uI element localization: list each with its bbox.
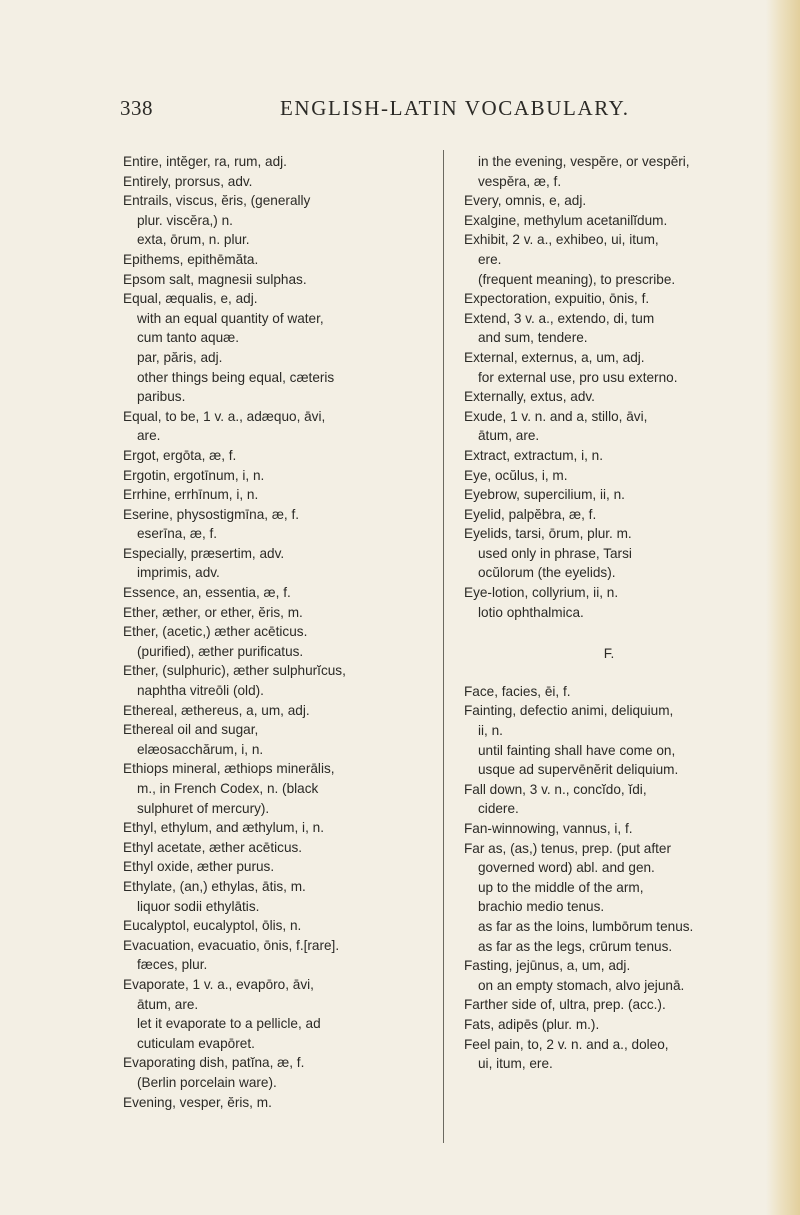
entry-line: Externally, extus, adv.	[464, 389, 595, 405]
entry-line: ātum, are.	[137, 996, 199, 1012]
entry-line: Eucalyptol, eucalyptol, ōlis, n.	[123, 918, 302, 934]
entry-line: brachio medio tenus.	[478, 899, 605, 915]
entry-line: Entire, intĕger, ra, rum, adj.	[123, 154, 287, 169]
entry-line: cidere.	[478, 801, 519, 817]
entry-line: Equal, to be, 1 v. a., adæquo, āvi,	[123, 408, 326, 424]
entry-line: Face, facies, ēi, f.	[464, 683, 571, 699]
entry-line: Ether, æther, or ether, ĕris, m.	[123, 604, 303, 620]
entry-line: Farther side of, ultra, prep. (acc.).	[464, 997, 666, 1013]
entry-line: Especially, præsertim, adv.	[123, 545, 285, 561]
entry-line: and sum, tendere.	[478, 330, 588, 346]
entry-line: other things being equal, cæteris	[137, 369, 335, 385]
entry-line: Fall down, 3 v. n., concĭdo, ĭdi,	[464, 781, 647, 797]
entry-line: up to the middle of the arm,	[478, 879, 644, 895]
page-number: 338	[120, 96, 153, 120]
entry-line: (Berlin porcelain ware).	[137, 1074, 277, 1090]
entry-line: cum tanto aquæ.	[137, 330, 240, 346]
entry-line: in the evening, vespĕre, or vespĕri,	[478, 154, 690, 169]
entry-line: elæosacchărum, i, n.	[137, 741, 264, 757]
entry-line: m., in French Codex, n. (black	[137, 781, 319, 796]
entry-line: on an empty stomach, alvo jejunā.	[478, 977, 685, 993]
entry-line: Fainting, defectio animi, deliquium,	[464, 703, 674, 719]
entry-line: Ethylate, (an,) ethylas, ātis, m.	[123, 878, 306, 894]
entry-line: paribus.	[137, 389, 186, 405]
entry-line: Feel pain, to, 2 v. n. and a., doleo,	[464, 1036, 669, 1052]
entry-line: governed word) abl. and gen.	[478, 860, 655, 876]
entry-line: ocŭlorum (the eyelids).	[478, 565, 616, 581]
entry-line: fæces, plur.	[137, 957, 208, 973]
entry-line: Errhine, errhīnum, i, n.	[123, 487, 259, 503]
entry-line: used only in phrase, Tarsi	[478, 545, 632, 561]
entry-line: par, păris, adj.	[137, 349, 223, 365]
entry-line: Ethyl acetate, æther acēticus.	[123, 839, 303, 855]
entry-line: Ergotin, ergotīnum, i, n.	[123, 467, 265, 483]
entry-line: imprimis, adv.	[137, 565, 220, 581]
entry-line: exta, ōrum, n. plur.	[137, 232, 250, 248]
entry-line: Fasting, jejūnus, a, um, adj.	[464, 958, 631, 974]
left-column	[123, 152, 417, 1112]
entry-line: External, externus, a, um, adj.	[464, 349, 645, 365]
entry-line: Entirely, prorsus, adv.	[123, 173, 253, 189]
entry-line: Equal, æqualis, e, adj.	[123, 291, 258, 307]
entry-line: Ethereal oil and sugar,	[123, 722, 259, 738]
entry-line: Eye, ocŭlus, i, m.	[464, 467, 568, 483]
entry-line: ui, itum, ere.	[478, 1056, 553, 1072]
page-header	[120, 96, 740, 126]
entry-line: vespĕra, æ, f.	[478, 173, 562, 189]
entry-line: Every, omnis, e, adj.	[464, 193, 587, 209]
section-letter: F.	[603, 646, 615, 662]
entry-line: liquor sodii ethylātis.	[137, 898, 260, 914]
entry-line: Ether, (acetic,) æther acēticus.	[123, 624, 308, 640]
entry-line: Fats, adipēs (plur. m.).	[464, 1016, 600, 1032]
entry-line: Ethyl, ethylum, and æthylum, i, n.	[123, 820, 324, 836]
entry-line: Entrails, viscus, ĕris, (generally	[123, 193, 311, 209]
entry-line: Eye-lotion, collyrium, ii, n.	[464, 585, 619, 601]
entry-line: usque ad supervēnĕrit deliquium.	[478, 762, 679, 778]
entry-line: ere.	[478, 251, 502, 267]
entry-line: plur. viscĕra,) n.	[137, 212, 233, 228]
entry-line: lotio ophthalmica.	[478, 604, 584, 620]
entry-line: Evaporate, 1 v. a., evapōro, āvi,	[123, 976, 314, 992]
entry-line: Far as, (as,) tenus, prep. (put after	[464, 840, 672, 856]
entry-line: for external use, pro usu externo.	[478, 369, 678, 385]
running-title: ENGLISH-LATIN VOCABULARY.	[280, 96, 630, 120]
entry-line: Exalgine, methylum acetanilĭdum.	[464, 212, 668, 228]
entry-line: Ethyl oxide, æther purus.	[123, 859, 275, 875]
entry-line: sulphuret of mercury).	[137, 800, 270, 816]
entry-line: Ether, (sulphuric), æther sulphurĭcus,	[123, 663, 346, 679]
entry-line: with an equal quantity of water,	[137, 310, 324, 326]
entry-line: Ergot, ergōta, æ, f.	[123, 447, 237, 463]
entry-line: until fainting shall have come on,	[478, 742, 676, 758]
entry-line: eserīna, æ, f.	[137, 526, 218, 542]
entry-line: Eyelid, palpĕbra, æ, f.	[464, 506, 597, 522]
right-column-f-entries	[464, 682, 754, 1074]
entry-line: Epsom salt, magnesii sulphas.	[123, 271, 307, 287]
entry-line: cuticulam evapōret.	[137, 1035, 255, 1051]
entry-line: Extend, 3 v. a., extendo, di, tum	[464, 310, 655, 326]
entry-line: Fan-winnowing, vannus, i, f.	[464, 821, 633, 836]
entry-line: as far as the loins, lumbōrum tenus.	[478, 918, 694, 934]
entry-line: Evening, vesper, ĕris, m.	[123, 1094, 272, 1110]
entry-line: Evaporating dish, patĭna, æ, f.	[123, 1055, 305, 1071]
entry-line: naphtha vitreōli (old).	[137, 683, 264, 699]
entry-line: let it evaporate to a pellicle, ad	[137, 1016, 321, 1032]
entry-line: Eyebrow, supercilium, ii, n.	[464, 487, 625, 503]
entry-line: Evacuation, evacuatio, ōnis, f.[rare].	[123, 937, 340, 953]
entry-line: Extract, extractum, i, n.	[464, 447, 603, 463]
entry-line: (purified), æther purificatus.	[137, 643, 304, 659]
entry-line: Expectoration, expuitio, ōnis, f.	[464, 291, 650, 307]
entry-line: Essence, an, essentia, æ, f.	[123, 585, 291, 601]
right-column-e-entries	[464, 152, 754, 622]
entry-line: (frequent meaning), to prescribe.	[478, 271, 676, 287]
entry-line: Eserine, physostigmīna, æ, f.	[123, 506, 300, 522]
entry-line: Eyelids, tarsi, ōrum, plur. m.	[464, 526, 632, 542]
entry-line: Exude, 1 v. n. and a, stillo, āvi,	[464, 408, 648, 424]
right-column	[464, 152, 754, 1074]
column-divider	[443, 150, 444, 1143]
entry-line: Ethiops mineral, æthiops minerālis,	[123, 761, 335, 777]
entry-line: ii, n.	[478, 723, 503, 739]
entry-line: ātum, are.	[478, 428, 540, 444]
entry-line: are.	[137, 428, 161, 444]
entry-line: as far as the legs, crūrum tenus.	[478, 938, 673, 954]
entry-line: Ethereal, æthereus, a, um, adj.	[123, 702, 310, 718]
page-edge	[766, 0, 800, 1215]
entry-line: Exhibit, 2 v. a., exhibeo, ui, itum,	[464, 232, 659, 248]
entry-line: Epithems, epithēmăta.	[123, 251, 259, 267]
